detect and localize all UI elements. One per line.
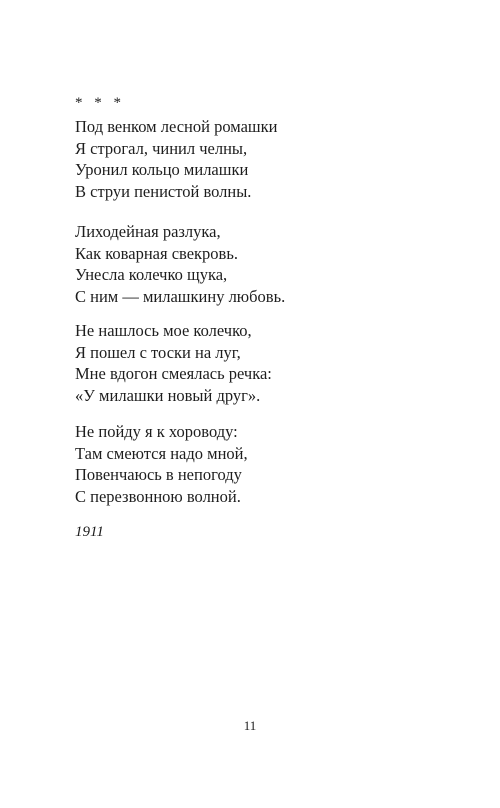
stanza-1: [75, 116, 277, 202]
poem-line: С ним — милашкину любовь.: [75, 286, 286, 306]
stanza-4: [75, 421, 248, 507]
poem-line: Я строгал, чинил челны,: [75, 138, 248, 158]
poem-line: С перезвонною волной.: [75, 486, 241, 506]
poem-line: «У милашки новый друг».: [75, 385, 261, 405]
poem-line: Я пошел с тоски на луг,: [75, 342, 241, 362]
poem-line: Уронил кольцо милашки: [75, 160, 249, 179]
poem-year: 1911: [75, 524, 104, 540]
poem-line: Повенчаюсь в непогоду: [75, 465, 242, 484]
poem-line: Не нашлось мое колечко,: [75, 321, 252, 340]
poem-line: Там смеются надо мной,: [75, 443, 248, 463]
poem-line: Унесла колечко щука,: [75, 265, 228, 284]
poem-line: В струи пенистой волны.: [75, 181, 252, 201]
section-ornament: * * *: [75, 95, 125, 111]
poem-line: Под венком лесной ромашки: [75, 117, 278, 136]
poem-line: Лиходейная разлука,: [75, 222, 221, 241]
page-number: 11: [243, 718, 257, 733]
stanza-3: [75, 320, 272, 406]
poem-line: Как коварная свекровь.: [75, 243, 238, 263]
poem-line: Не пойду я к хороводу:: [75, 422, 238, 441]
stanza-2: [75, 221, 285, 307]
poem-line: Мне вдогон смеялась речка:: [75, 364, 272, 383]
